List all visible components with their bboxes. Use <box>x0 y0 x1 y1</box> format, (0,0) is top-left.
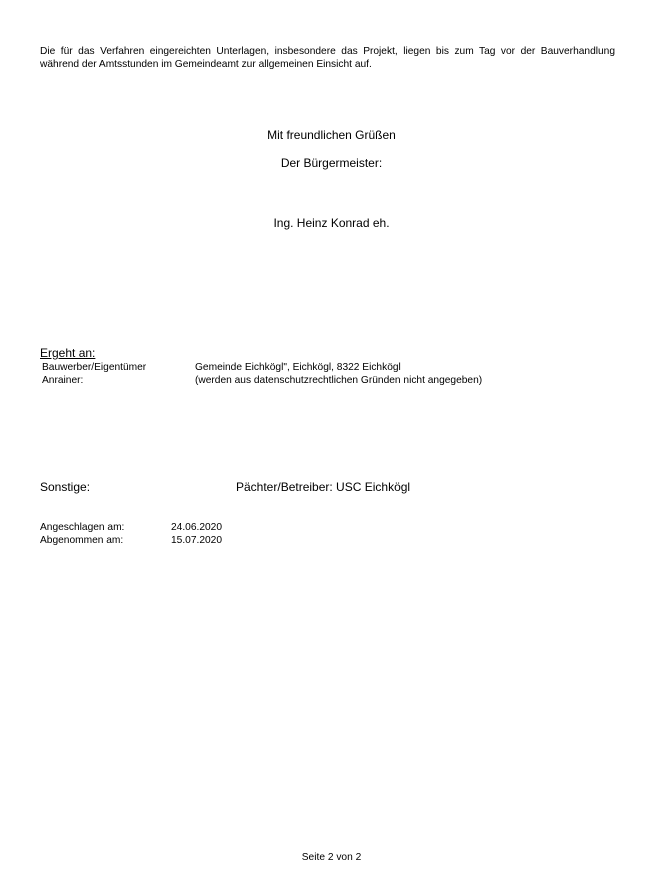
other-label: Sonstige: <box>40 480 91 494</box>
intro-paragraph: Die für das Verfahren eingereichten Unterlagen, insbesondere das Projekt, liegen bis zum Tag vor der Bauverhandlung während der Amtsstunden im Gemeindeamt zur allgemeinen Einsicht auf. <box>40 46 615 70</box>
mayor-signature-name: Ing. Heinz Konrad eh. <box>273 216 390 230</box>
posting-date: 15.07.2020 <box>171 535 222 546</box>
posting-date: 24.06.2020 <box>171 522 222 533</box>
recipients-list <box>42 361 482 387</box>
recipient-row <box>42 361 482 374</box>
recipients-heading: Ergeht an: <box>40 346 96 360</box>
posting-dates <box>40 521 222 547</box>
mayor-title: Der Bürgermeister: <box>280 156 383 170</box>
page-number: Seite 2 von 2 <box>301 852 362 863</box>
posting-label: Abgenommen am: <box>40 535 124 546</box>
recipient-row <box>42 374 482 387</box>
posting-label: Angeschlagen am: <box>40 522 125 533</box>
posting-row <box>40 521 222 534</box>
posting-row <box>40 534 222 547</box>
other-value: Pächter/Betreiber: USC Eichkögl <box>236 480 411 494</box>
closing-greeting: Mit freundlichen Grüßen <box>267 128 396 142</box>
recipient-role: Bauwerber/Eigentümer <box>42 362 147 373</box>
recipient-role: Anrainer: <box>42 375 84 386</box>
recipient-detail: (werden aus datenschutzrechtlichen Gründen nicht angegeben) <box>195 375 483 386</box>
recipient-detail: Gemeinde Eichkögl", Eichkögl, 8322 Eichkögl <box>195 362 401 373</box>
